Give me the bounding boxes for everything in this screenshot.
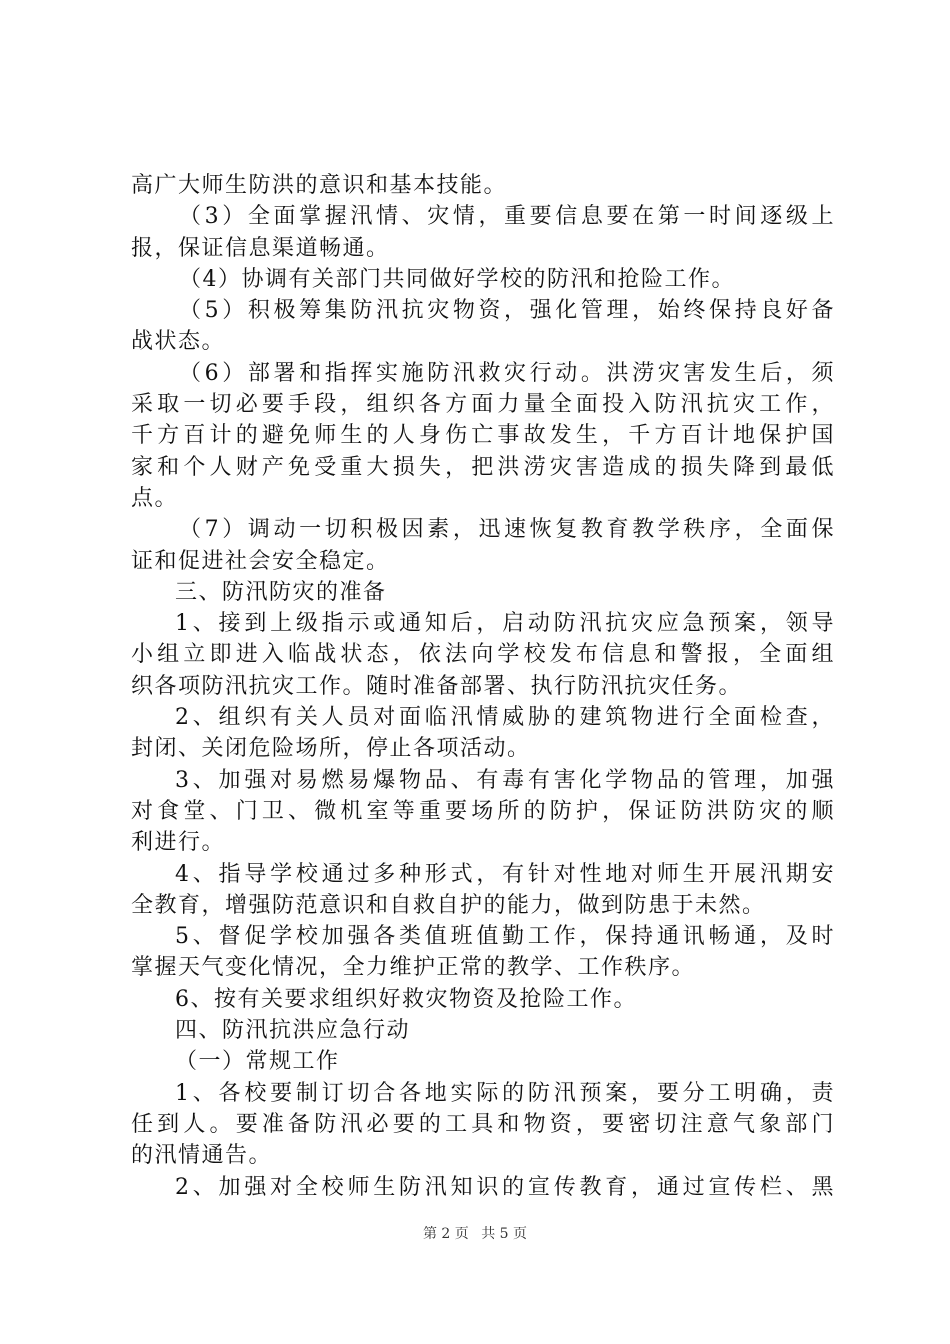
text-line: 全教育，增强防范意识和自救自护的能力，做到防患于未然。 bbox=[131, 892, 766, 918]
text-line: 报，保证信息渠道畅通。 bbox=[131, 235, 390, 261]
text-line: 1、接到上级指示或通知后，启动防汛抗灾应急预案，领导 bbox=[175, 611, 835, 637]
text-line: 小组立即进入临战状态，依法向学校发布信息和警报，全面组 bbox=[131, 642, 835, 668]
text-line: （4）协调有关部门共同做好学校的防汛和抢险工作。 bbox=[179, 266, 735, 292]
text-line: 四、防汛抗洪应急行动 bbox=[175, 1018, 411, 1044]
text-line: 高广大师生防洪的意识和基本技能。 bbox=[131, 173, 508, 198]
text-line: 5、督促学校加强各类值班值勤工作，保持通讯畅通，及时 bbox=[175, 924, 835, 950]
text-line: 1、各校要制订切合各地实际的防汛预案，要分工明确，责 bbox=[175, 1080, 835, 1106]
document-body bbox=[131, 170, 835, 1203]
page-total: 共 5 页 bbox=[481, 1226, 528, 1242]
text-line: （7）调动一切积极因素，迅速恢复教育教学秩序，全面保 bbox=[179, 517, 835, 543]
page-footer bbox=[0, 1223, 950, 1243]
page-number: 第 2 页 bbox=[422, 1226, 469, 1242]
text-line: 的汛情通告。 bbox=[131, 1143, 273, 1169]
text-line: 任到人。要准备防汛必要的工具和物资，要密切注意气象部门 bbox=[131, 1111, 835, 1137]
text-line: 利进行。 bbox=[131, 830, 226, 856]
text-line: 掌握天气变化情况，全力维护正常的教学、工作秩序。 bbox=[131, 955, 696, 981]
text-line: 6、按有关要求组织好救灾物资及抢险工作。 bbox=[175, 986, 637, 1012]
text-line: 4、指导学校通过多种形式，有针对性地对师生开展汛期安 bbox=[175, 861, 835, 887]
text-line: 三、防汛防灾的准备 bbox=[175, 579, 387, 605]
text-line: 3、加强对易燃易爆物品、有毒有害化学物品的管理，加强 bbox=[175, 767, 835, 793]
text-line: 封闭、关闭危险场所，停止各项活动。 bbox=[131, 736, 531, 762]
text-line: 织各项防汛抗灾工作。随时准备部署、执行防汛抗灾任务。 bbox=[131, 673, 743, 699]
text-line: 2、组织有关人员对面临汛情威胁的建筑物进行全面检查， bbox=[175, 705, 835, 731]
text-line: 对食堂、门卫、微机室等重要场所的防护，保证防洪防灾的顺 bbox=[131, 798, 835, 824]
text-line: 2、加强对全校师生防汛知识的宣传教育，通过宣传栏、黑 bbox=[175, 1174, 835, 1200]
text-line: （3）全面掌握汛情、灾情，重要信息要在第一时间逐级上 bbox=[179, 204, 835, 230]
text-line: 点。 bbox=[131, 485, 179, 511]
text-line: （一）常规工作 bbox=[175, 1049, 340, 1075]
text-line: 家和个人财产免受重大损失，把洪涝灾害造成的损失降到最低 bbox=[131, 454, 835, 480]
text-line: 千方百计的避免师生的人身伤亡事故发生，千方百计地保护国 bbox=[131, 423, 835, 449]
text-line: 证和促进社会安全稳定。 bbox=[131, 548, 390, 574]
text-line: （5）积极筹集防汛抗灾物资，强化管理，始终保持良好备 bbox=[179, 298, 835, 324]
text-line: 战状态。 bbox=[131, 329, 226, 355]
text-line: （6）部署和指挥实施防汛救灾行动。洪涝灾害发生后，须 bbox=[179, 360, 835, 386]
text-line: 采取一切必要手段，组织各方面力量全面投入防汛抗灾工作， bbox=[131, 392, 835, 418]
